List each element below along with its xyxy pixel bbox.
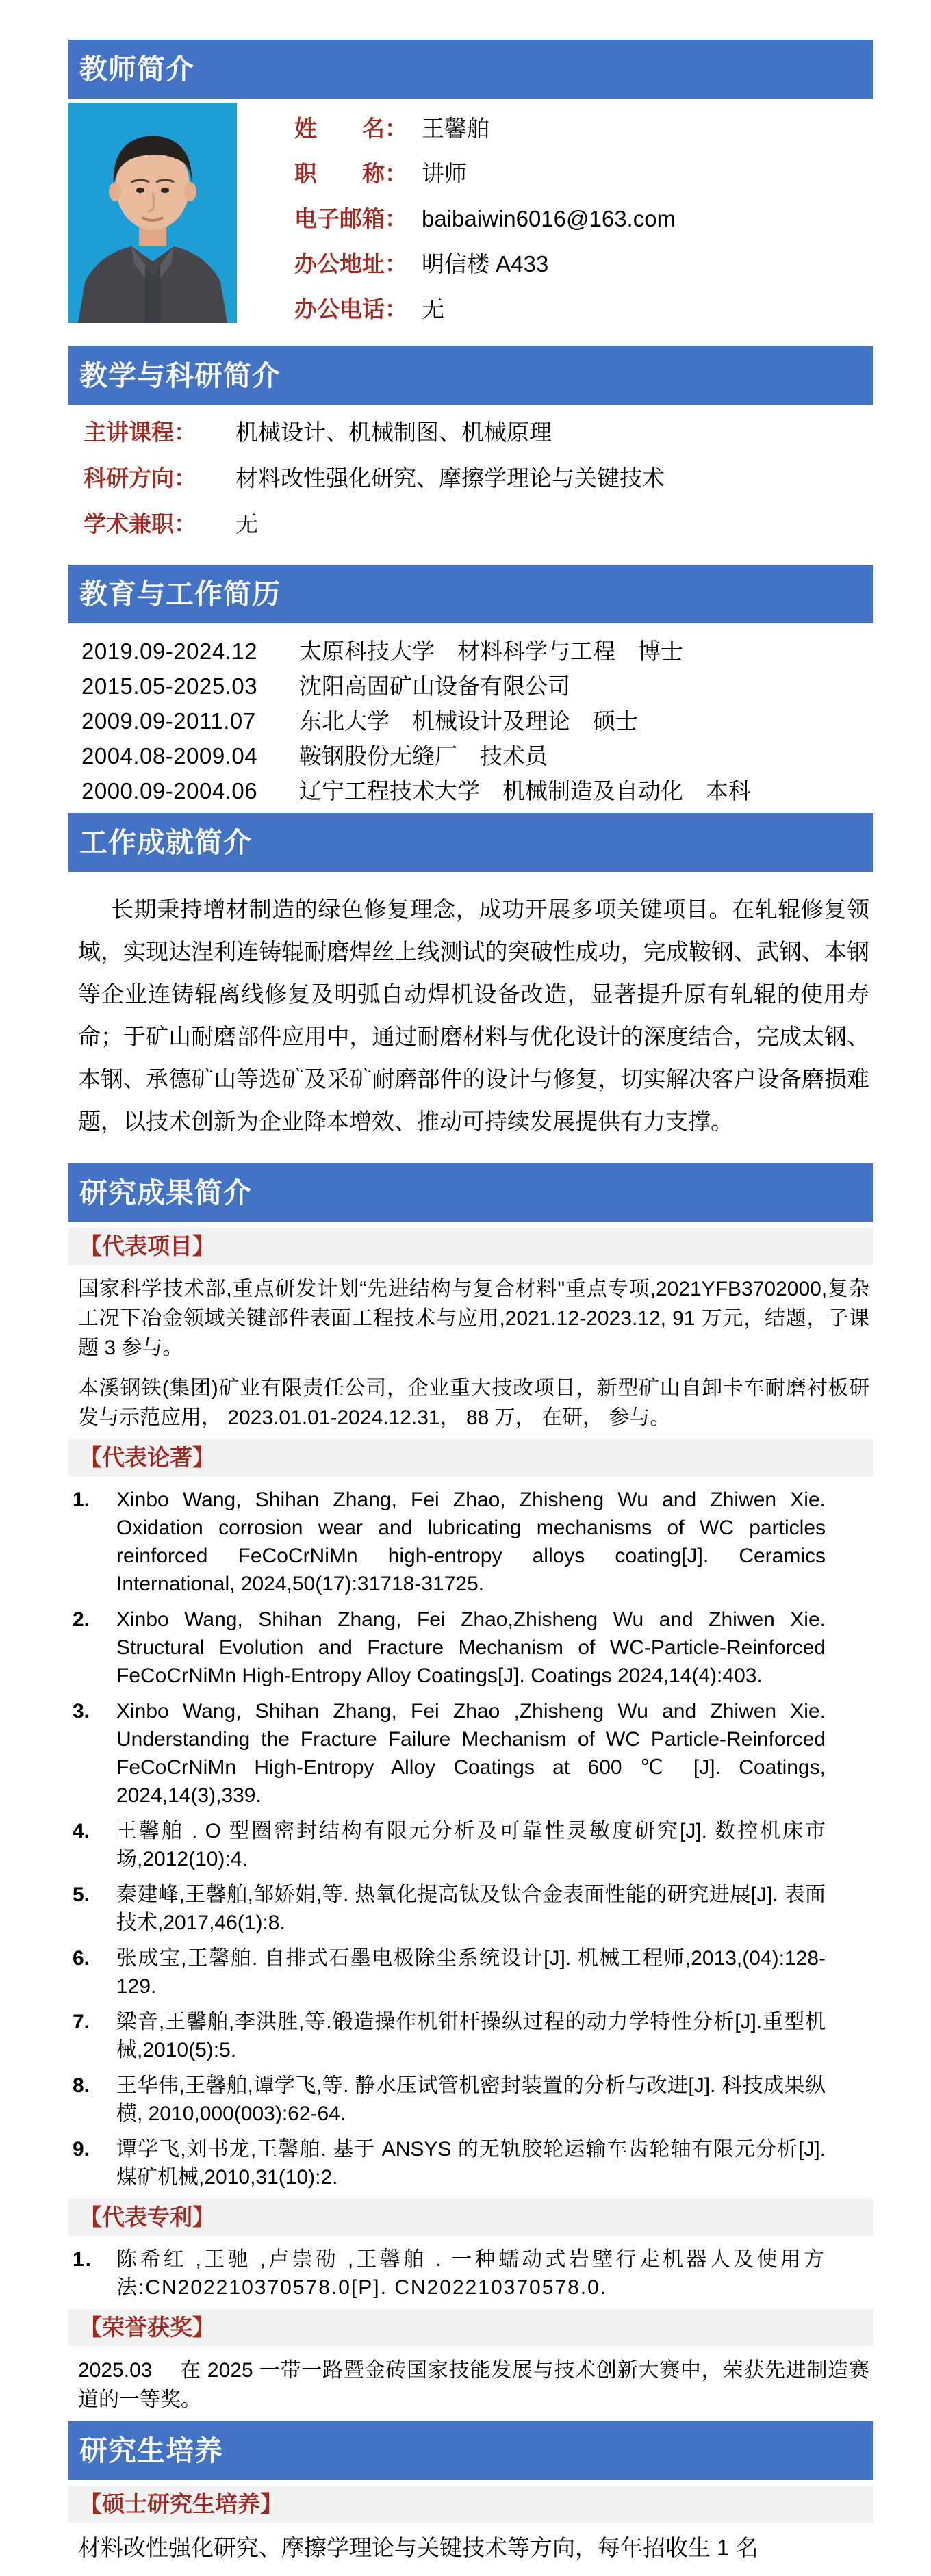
profile-fields: [294, 103, 873, 341]
history-period: 2009.09-2011.07: [81, 708, 256, 734]
profile-block: [68, 103, 873, 341]
publication-text: 王华伟,王馨舶,谭学飞,等. 静水压试管机密封装置的分析与改进[J]. 科技成果纵横, 2010,000(003):62-64.: [116, 2074, 826, 2125]
publication-number: 9.: [73, 2138, 90, 2161]
history-detail: 东北大学 机械设计及理论 硕士: [299, 708, 638, 734]
subheading-masters: 【硕士研究生培养】: [68, 2486, 873, 2523]
field-name-label: 姓 名：: [294, 116, 407, 141]
publication-number: 6.: [73, 1947, 90, 1970]
history-period: 2015.05-2025.03: [81, 673, 258, 699]
portrait-photo: [68, 103, 237, 323]
section-title: 教师简介: [79, 53, 194, 85]
publication-number: 3.: [73, 1700, 90, 1723]
history-row: [81, 673, 873, 699]
field-office-value: 明信楼 A433: [422, 251, 549, 276]
field-phone-value: 无: [422, 296, 444, 322]
publication-text: Xinbo Wang, Shihan Zhang, Fei Zhao, Zhisheng Wu and Zhiwen Xie. Oxidation corrosion wear and lubricating mechanisms of WC particles reinforced FeCoCrNiMn high-entropy alloys coating[J]. Ceramics International, 2024,50(17):31718-31725.: [116, 1489, 826, 1595]
field-email-label: 电子邮箱：: [294, 206, 407, 231]
publication-text: 梁音,王馨舶,李洪胜,等.锻造操作机钳杆操纵过程的动力学特性分析[J].重型机械,2010(5):5.: [116, 2011, 826, 2061]
publication-item: [68, 2072, 826, 2128]
publication-text: 张成宝,王馨舶. 自排式石墨电极除尘系统设计[J]. 机械工程师,2013,(04):128-129.: [116, 1947, 826, 1998]
publication-item: [68, 1817, 826, 1873]
row-courses-label: 主讲课程：: [84, 420, 196, 445]
field-name-value: 王馨舶: [422, 116, 489, 141]
history-row: [81, 639, 873, 665]
row-research-direction-label: 科研方向：: [84, 465, 196, 491]
publication-item: [68, 1606, 826, 1690]
history-row: [81, 778, 873, 804]
row-courses-value: 机械设计、机械制图、机械原理: [235, 420, 552, 445]
section-title: 工作成就简介: [79, 827, 252, 858]
section-banner-history: [68, 565, 873, 623]
history-detail: 辽宁工程技术大学 机械制造及自动化 本科: [299, 778, 751, 803]
field-office: [294, 250, 873, 278]
field-phone: [294, 296, 873, 323]
history-detail: 沈阳高固矿山设备有限公司: [299, 673, 570, 699]
publication-text: 王馨舶 . O 型圈密封结构有限元分析及可靠性灵敏度研究[J]. 数控机床市场,2012(10):4.: [116, 1820, 826, 1870]
history-row: [81, 708, 873, 734]
history-detail: 鞍钢股份无缝厂 技术员: [299, 743, 548, 769]
publication-item: [68, 2008, 826, 2064]
honor-item: 2025.03 在 2025 一带一路暨金砖国家技能发展与技术创新大赛中，荣获先进制造赛道的一等奖。: [78, 2359, 869, 2411]
subheading-projects: 【代表项目】: [68, 1228, 873, 1265]
field-email: [294, 205, 873, 233]
patent-number: 1.: [73, 2248, 93, 2271]
publication-list: [68, 1486, 873, 2191]
publication-item: [68, 1944, 826, 2000]
field-office-label: 办公地址：: [294, 251, 407, 276]
section-banner-research-results: [68, 1163, 873, 1222]
publication-text: 秦建峰,王馨舶,邹娇娟,等. 热氧化提高钛及钛合金表面性能的研究进展[J]. 表面技术,2017,46(1):8.: [116, 1883, 826, 1934]
row-academic-posts-label: 学术兼职：: [84, 511, 196, 537]
history-rows: [68, 623, 873, 804]
patent-text: 陈希红 ,王驰 ,卢崇劭 ,王馨舶 . 一种蠕动式岩壁行走机器人及使用方法:CN202210370578.0[P]. CN202210370578.0.: [116, 2248, 826, 2299]
publication-item: [68, 2135, 826, 2191]
field-title: [294, 160, 873, 188]
publication-item: [68, 1697, 826, 1809]
section-title: 教学与科研简介: [79, 360, 281, 391]
row-research-direction: [84, 465, 873, 492]
field-email-value: baibaiwin6016@163.com: [422, 206, 676, 231]
field-title-value: 讲师: [422, 161, 467, 186]
publication-item: [68, 1486, 826, 1598]
section-title: 研究成果简介: [79, 1177, 252, 1209]
row-courses: [84, 419, 873, 446]
history-period: 2019.09-2024.12: [81, 639, 258, 664]
publication-text: Xinbo Wang, Shihan Zhang, Fei Zhao ,Zhisheng Wu and Zhiwen Xie. Understanding the Fracture Failure Mechanism of WC Particle-Reinforced FeCoCrNiMn High-Entropy Alloy Coatings at 600 ℃ [J]. Coatings, 2024,14(3),339.: [116, 1700, 826, 1807]
field-title-label: 职 称：: [294, 161, 407, 186]
project-item: 本溪钢铁(集团)矿业有限责任公司，企业重大技改项目，新型矿山自卸卡车耐磨衬板研发与示范应用， 2023.01.01-2024.12.31， 88 万， 在研， 参与。: [78, 1377, 869, 1429]
section-banner-achievements: [68, 813, 873, 872]
field-name: [294, 115, 873, 142]
row-academic-posts-value: 无: [235, 511, 258, 537]
subheading-publications: 【代表论著】: [68, 1439, 873, 1476]
patent-item: [68, 2245, 826, 2302]
history-detail: 太原科技大学 材料科学与工程 博士: [299, 639, 683, 664]
row-academic-posts: [84, 511, 873, 538]
publication-number: 7.: [73, 2011, 90, 2033]
project-item: 国家科学技术部,重点研发计划“先进结构与复合材料"重点专项,2021YFB3702000,复杂工况下冶金领域关键部件表面工程技术与应用,2021.12-2023.12, 91 万元，结题，子课题 3 参与。: [78, 1278, 869, 1359]
section-banner-teacher-intro: [68, 40, 873, 99]
subheading-honors: 【荣誉获奖】: [68, 2309, 873, 2346]
row-research-direction-value: 材料改性强化研究、摩擦学理论与关键技术: [235, 465, 665, 491]
history-period: 2000.09-2004.06: [81, 778, 258, 803]
section-title: 研究生培养: [79, 2435, 223, 2466]
section-banner-teaching-research: [68, 346, 873, 405]
publication-number: 8.: [73, 2074, 90, 2097]
history-period: 2004.08-2009.04: [81, 743, 258, 769]
publication-text: Xinbo Wang, Shihan Zhang, Fei Zhao,Zhisheng Wu and Zhiwen Xie. Structural Evolution and Fracture Mechanism of WC-Particle-Reinforced FeCoCrNiMn High-Entropy Alloy Coatings[J]. Coatings 2024,14(4):403.: [116, 1608, 826, 1687]
publication-item: [68, 1881, 826, 1937]
subheading-patents: 【代表专利】: [68, 2199, 873, 2236]
publication-number: 1.: [73, 1489, 90, 1511]
history-row: [81, 743, 873, 769]
publication-text: 谭学飞,刘书龙,王馨舶. 基于 ANSYS 的无轨胶轮运输车齿轮轴有限元分析[J]. 煤矿机械,2010,31(10):2.: [116, 2138, 826, 2189]
masters-recruit-text: 材料改性强化研究、摩擦学理论与关键技术等方向，每年招收生 1 名: [78, 2535, 758, 2560]
publication-number: 4.: [73, 1820, 90, 1842]
publication-number: 5.: [73, 1883, 90, 1906]
achievements-paragraph: 长期秉持增材制造的绿色修复理念，成功开展多项关键项目。在轧辊修复领域，实现达涅利连铸辊耐磨焊丝上线测试的突破性成功，完成鞍钢、武钢、本钢等企业连铸辊离线修复及明弧自动焊机设备改造，显著提升原有轧辊的使用寿命；于矿山耐磨部件应用中，通过耐磨材料与优化设计的深度结合，完成太钢、本钢、承德矿山等选矿及采矿耐磨部件的设计与修复，切实解决客户设备磨损难题，以技术创新为企业降本增效、推动可持续发展提供有力支撑。: [78, 897, 869, 1134]
field-phone-label: 办公电话：: [294, 296, 407, 322]
teaching-rows: [68, 405, 873, 559]
section-title: 教育与工作简历: [79, 578, 281, 610]
publication-number: 2.: [73, 1608, 90, 1631]
section-banner-graduate: [68, 2421, 873, 2480]
